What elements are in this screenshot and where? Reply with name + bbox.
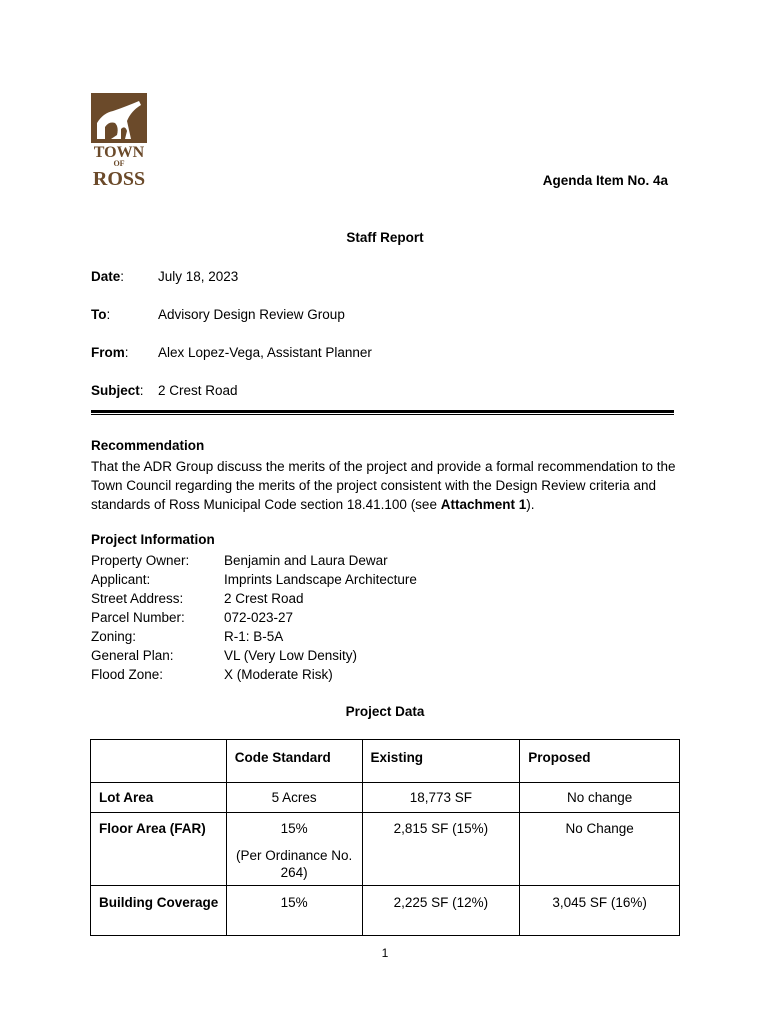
project-info-heading: Project Information — [91, 532, 215, 547]
info-row — [91, 665, 333, 684]
attachment-ref: Attachment 1 — [440, 497, 527, 512]
info-label: Flood Zone: — [91, 667, 164, 682]
info-label: Street Address: — [91, 591, 184, 606]
meta-value: July 18, 2023 — [158, 268, 239, 284]
cell-proposed: No change — [520, 783, 680, 813]
logo-line2: OF — [113, 159, 125, 168]
table-row — [91, 886, 680, 936]
info-row — [91, 627, 283, 646]
row-label: Floor Area (FAR) — [91, 813, 227, 886]
logo-line3: ROSS — [92, 168, 146, 187]
header-cell — [91, 740, 227, 783]
info-value: X (Moderate Risk) — [224, 667, 333, 682]
info-label: Applicant: — [91, 572, 151, 587]
meta-label: To: — [91, 306, 111, 322]
info-row — [91, 646, 357, 665]
project-data-table — [90, 739, 680, 936]
info-row — [91, 551, 388, 570]
recommendation-heading: Recommendation — [91, 438, 205, 453]
report-title: Staff Report — [346, 230, 424, 245]
info-label: Zoning: — [91, 629, 137, 644]
table-row — [91, 813, 680, 886]
info-value: Benjamin and Laura Dewar — [224, 553, 388, 568]
agenda-item: Agenda Item No. 4a — [542, 173, 668, 188]
code-value: 15% — [280, 821, 308, 836]
row-label: Lot Area — [91, 783, 227, 813]
header-divider-thin — [91, 414, 674, 415]
project-data-title: Project Data — [345, 704, 425, 719]
cell-code: 5 Acres — [226, 783, 362, 813]
cell-proposed: 3,045 SF (16%) — [520, 886, 680, 936]
cell-code — [226, 813, 362, 886]
meta-label: Date: — [91, 268, 125, 284]
town-of-ross-logo — [91, 93, 147, 187]
header-cell: Existing — [362, 740, 520, 783]
cell-proposed: No Change — [520, 813, 680, 886]
info-row — [91, 608, 293, 627]
meta-value: Alex Lopez-Vega, Assistant Planner — [158, 344, 372, 360]
cell-existing: 18,773 SF — [362, 783, 520, 813]
info-label: Property Owner: — [91, 553, 190, 568]
info-value: VL (Very Low Density) — [224, 648, 358, 663]
info-value: Imprints Landscape Architecture — [224, 572, 417, 587]
row-label: Building Coverage — [91, 886, 227, 936]
cell-code: 15% — [226, 886, 362, 936]
cell-existing: 2,815 SF (15%) — [362, 813, 520, 886]
code-note: (Per Ordinance No. 264) — [236, 848, 353, 880]
cell-existing: 2,225 SF (12%) — [362, 886, 520, 936]
page-number: 1 — [381, 946, 389, 960]
info-row — [91, 570, 417, 589]
info-value: R-1: B-5A — [224, 629, 284, 644]
meta-value: 2 Crest Road — [158, 382, 238, 398]
meta-label: Subject: — [91, 382, 144, 398]
info-value: 2 Crest Road — [224, 591, 304, 606]
info-value: 072-023-27 — [224, 610, 294, 625]
header-cell: Proposed — [520, 740, 680, 783]
meta-value: Advisory Design Review Group — [158, 306, 345, 322]
header-cell: Code Standard — [226, 740, 362, 783]
info-label: General Plan: — [91, 648, 174, 663]
info-label: Parcel Number: — [91, 610, 185, 625]
town-logo-icon — [91, 93, 147, 187]
meta-to — [91, 304, 345, 324]
info-row — [91, 589, 304, 608]
recommendation-text: That the ADR Group discuss the merits of the project and provide a formal recommendation to the Town Council regarding the merits of the project consistent with the Design Review criteria and standards of Ross Municipal Code section 18.41.100 (see Attachment 1). — [91, 459, 676, 512]
meta-subject — [91, 380, 238, 400]
meta-label: From: — [91, 344, 129, 360]
table-row — [91, 783, 680, 813]
meta-date — [91, 266, 238, 286]
logo-line1: TOWN — [93, 144, 145, 161]
header-divider — [91, 410, 674, 413]
meta-from — [91, 342, 372, 362]
table-header-row — [91, 740, 680, 783]
